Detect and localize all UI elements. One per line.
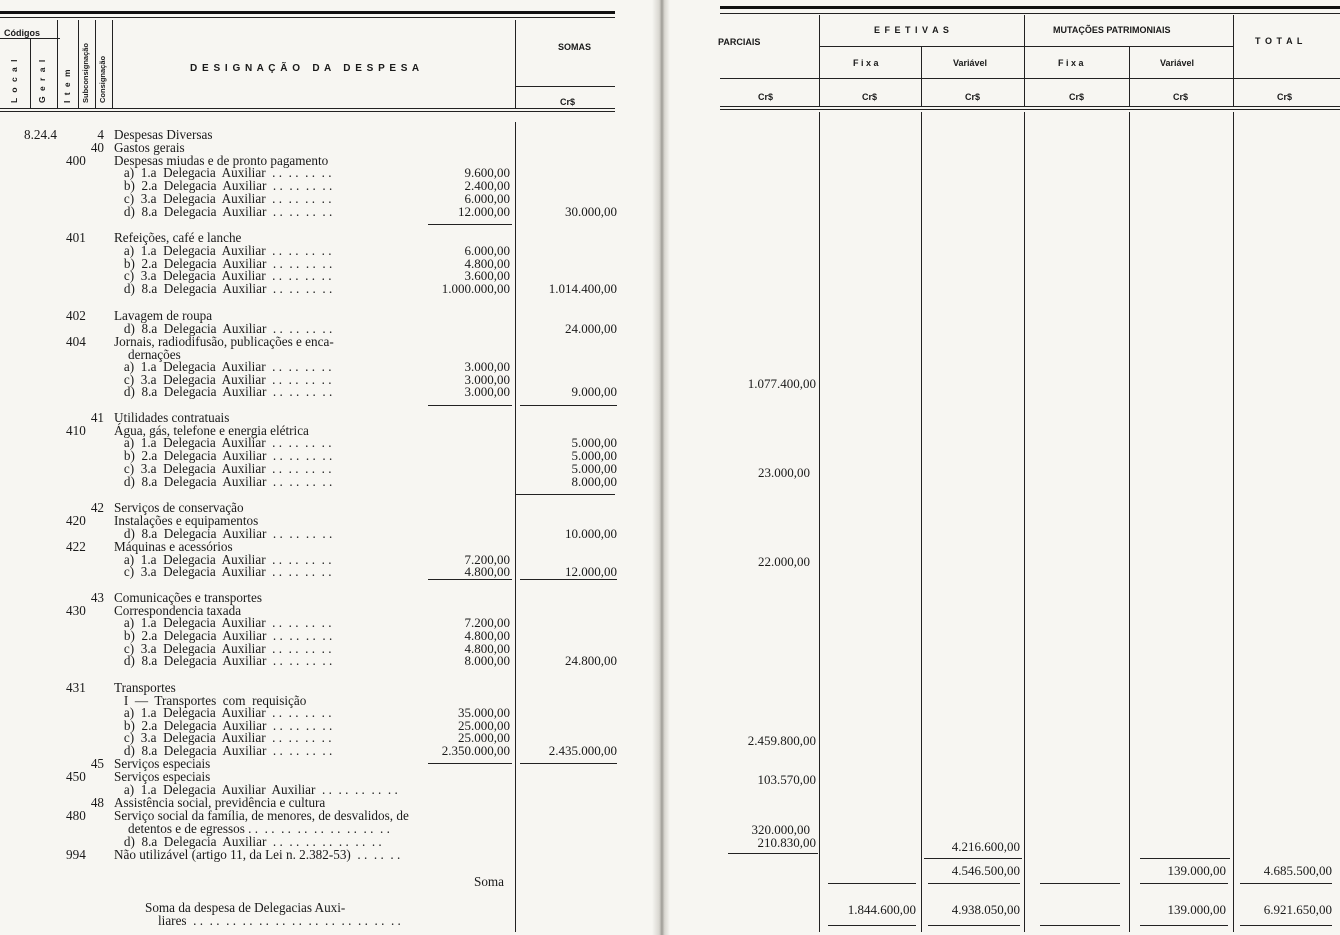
- line-code: 402: [66, 308, 86, 323]
- soma-label: Soma: [474, 874, 505, 889]
- line-soma: 2.435.000,00: [548, 743, 617, 758]
- line-text: c) 3.a Delegacia Auxiliar . . . . . . . .: [114, 564, 332, 579]
- subtotal-rule: [520, 763, 617, 764]
- line-text: a) 1.a Delegacia Auxiliar . . . . . . . .: [114, 165, 332, 180]
- line-amount: 25.000,00: [458, 718, 510, 733]
- line-amount: 4.800,00: [464, 628, 510, 643]
- currency-label: Cr$: [965, 92, 981, 102]
- line-text: c) 3.a Delegacia Auxiliar . . . . . . . .: [114, 191, 332, 206]
- line-text: Não utilizável (artigo 11, da Lei n. 2.382-53) . . . . . .: [114, 847, 401, 862]
- line-text: a) 1.a Delegacia Auxiliar Auxiliar . . . . . . . . . .: [114, 782, 398, 797]
- final-rule: [1240, 925, 1332, 926]
- line-text: a) 1.a Delegacia Auxiliar . . . . . . . .: [114, 615, 332, 630]
- top-rule: [0, 11, 615, 14]
- line-code: 420: [66, 513, 86, 528]
- line-text: d) 8.a Delegacia Auxiliar . . . . . . . .: [114, 474, 333, 489]
- line-soma: 5.000,00: [571, 448, 617, 463]
- line-text: c) 3.a Delegacia Auxiliar . . . . . . . .: [114, 461, 332, 476]
- col-divider: [819, 15, 820, 107]
- line-code: 994: [66, 847, 86, 862]
- line-subcode: 40: [90, 140, 104, 155]
- col-divider: [30, 38, 31, 108]
- line-amount: 7.200,00: [464, 615, 510, 630]
- line-text: Correspondencia taxada: [114, 603, 242, 618]
- subtotal-rule: [1240, 883, 1332, 884]
- line-code: 431: [66, 680, 86, 695]
- line-text: Jornais, radiodifusão, publicações e enca-: [114, 334, 334, 349]
- currency-label: Cr$: [758, 92, 774, 102]
- subheader-rule: [819, 46, 1233, 47]
- line-text: I — Transportes com requisição: [114, 693, 307, 708]
- line-amount: 12.000,00: [458, 204, 510, 219]
- col-divider: [1024, 112, 1025, 932]
- line-code: 450: [66, 769, 86, 784]
- col-divider: [78, 20, 79, 108]
- line-text: a) 1.a Delegacia Auxiliar . . . . . . . .: [114, 552, 332, 567]
- subtotal-rule: [728, 853, 818, 854]
- line-amount: 1.000.000,00: [441, 281, 510, 296]
- line-code: 404: [66, 334, 86, 349]
- col-divider: [1129, 112, 1130, 932]
- line-text: Instalações e equipamentos: [114, 513, 259, 528]
- line-text: d) 8.a Delegacia Auxiliar . . . . . . . .: [114, 653, 333, 668]
- variavel-label-2: Variável: [1160, 58, 1195, 68]
- line-amount: 3.000,00: [464, 384, 510, 399]
- parciais-label: PARCIAIS: [718, 37, 761, 47]
- efetivas-label: E F E T I V A S: [874, 25, 950, 35]
- line-text: Utilidades contratuais: [114, 410, 230, 425]
- line-text: d) 8.a Delegacia Auxiliar . . . . . . . .: [114, 743, 333, 758]
- line-subcode: 43: [90, 590, 104, 605]
- total-value: 4.685.500,00: [1263, 863, 1332, 878]
- currency-label: Cr$: [560, 97, 576, 107]
- line-text: a) 1.a Delegacia Auxiliar . . . . . . . .: [114, 359, 332, 374]
- parcial-value: 210.830,00: [757, 835, 816, 850]
- line-subcode: 41: [90, 410, 104, 425]
- line-soma: 9.000,00: [571, 384, 617, 399]
- final-rule: [1040, 925, 1120, 926]
- header-rule: [0, 108, 615, 109]
- line-subcode: 48: [90, 795, 104, 810]
- designacao-title: D E S I G N A Ç Ã O D A D E S P E S A: [190, 63, 421, 74]
- line-text: Serviços de conservação: [114, 500, 244, 515]
- line-amount: 4.800,00: [464, 564, 510, 579]
- line-text: b) 2.a Delegacia Auxiliar . . . . . . . .: [114, 178, 333, 193]
- line-soma: 30.000,00: [565, 204, 617, 219]
- line-text: Comunicações e transportes: [114, 590, 262, 605]
- variavel-value: 4.216.600,00: [951, 839, 1020, 854]
- line-soma: 10.000,00: [565, 526, 617, 541]
- mut-variavel-value: 139.000,00: [1167, 863, 1226, 878]
- line-text: Despesas miudas e de pronto pagamento: [114, 153, 329, 168]
- line-code: 422: [66, 539, 86, 554]
- col-geral: G e r a l: [37, 58, 47, 103]
- somas-rule: [515, 86, 615, 87]
- line-text: a) 1.a Delegacia Auxiliar . . . . . . . .: [114, 435, 332, 450]
- line-code: 430: [66, 603, 86, 618]
- line-text: Transportes: [114, 680, 176, 695]
- subtotal-rule: [1140, 858, 1230, 859]
- subtotal-rule: [428, 579, 512, 580]
- line-soma: 8.000,00: [571, 474, 617, 489]
- line-code: 480: [66, 808, 86, 823]
- line-text: b) 2.a Delegacia Auxiliar . . . . . . . .: [114, 628, 333, 643]
- subtotal-rule: [520, 405, 617, 406]
- mut-variavel-final-value: 139.000,00: [1167, 902, 1226, 917]
- variavel-label: Variável: [953, 58, 988, 68]
- somas-divider: [515, 122, 516, 932]
- line-text: d) 8.a Delegacia Auxiliar . . . . . . . .: [114, 204, 333, 219]
- line-text: d) 8.a Delegacia Auxiliar . . . . . . . .: [114, 526, 333, 541]
- soma-despesa-line1: Soma da despesa de Delegacias Auxi-: [145, 900, 346, 915]
- col-consignacao: Consignação: [98, 55, 107, 103]
- line-amount: 8.000,00: [464, 653, 510, 668]
- parcial-value: 22.000,00: [758, 554, 810, 569]
- col-divider: [1233, 112, 1234, 932]
- final-rule: [828, 925, 916, 926]
- currency-label: Cr$: [862, 92, 878, 102]
- line-text: b) 2.a Delegacia Auxiliar . . . . . . . .: [114, 256, 333, 271]
- header-rule-2: [0, 111, 615, 112]
- col-divider: [819, 112, 820, 932]
- line-soma: 5.000,00: [571, 461, 617, 476]
- line-text: Água, gás, telefone e energia elétrica: [114, 423, 309, 438]
- subtotal-rule: [428, 405, 512, 406]
- line-amount: 35.000,00: [458, 705, 510, 720]
- line-text: d) 8.a Delegacia Auxiliar . . . . . . . .: [114, 281, 333, 296]
- fixa-label: F i x a: [853, 58, 879, 68]
- col-item: I t e m: [62, 67, 72, 103]
- fixa-final-value: 1.844.600,00: [847, 902, 916, 917]
- final-rule: [1140, 925, 1228, 926]
- line-amount: 6.000,00: [464, 243, 510, 258]
- subtotal-rule: [520, 579, 617, 580]
- line-amount: 6.000,00: [464, 191, 510, 206]
- line-amount: 3.000,00: [464, 372, 510, 387]
- line-text: Refeições, café e lanche: [114, 230, 242, 245]
- parcial-value: 23.000,00: [758, 465, 810, 480]
- line-soma: 12.000,00: [565, 564, 617, 579]
- col-divider: [95, 20, 96, 108]
- soma-despesa-line2: liares . . . . . . . . . . . . . . . . . . . . . . . . . .: [158, 913, 401, 928]
- col-divider: [57, 20, 58, 108]
- col-divider: [1129, 46, 1130, 107]
- currency-label: Cr$: [1277, 92, 1293, 102]
- line-code: 8.24.4: [24, 127, 57, 142]
- line-text: Serviço social da família, de menores, de desvalidos, de: [114, 808, 409, 823]
- col-divider: [1024, 15, 1025, 107]
- subtotal-rule: [428, 763, 512, 764]
- line-text: c) 3.a Delegacia Auxiliar . . . . . . . .: [114, 730, 332, 745]
- line-text: Máquinas e acessórios: [114, 539, 233, 554]
- line-soma: 24.000,00: [565, 321, 617, 336]
- variavel-value: 4.546.500,00: [951, 863, 1020, 878]
- line-text: a) 1.a Delegacia Auxiliar . . . . . . . .: [114, 243, 332, 258]
- somas-label: SOMAS: [558, 42, 592, 52]
- line-text: b) 2.a Delegacia Auxiliar . . . . . . . .: [114, 718, 333, 733]
- line-soma: 5.000,00: [571, 435, 617, 450]
- line-text: Despesas Diversas: [114, 127, 213, 142]
- line-code: 410: [66, 423, 86, 438]
- line-subcode: 42: [90, 500, 104, 515]
- line-text: Gastos gerais: [114, 140, 185, 155]
- header-rule: [720, 106, 1340, 107]
- line-text: Serviços especiais: [114, 756, 211, 771]
- subtotal-rule: [924, 858, 1022, 859]
- col-divider: [515, 20, 516, 108]
- total-final-value: 6.921.650,00: [1263, 902, 1332, 917]
- line-amount: 3.000,00: [464, 359, 510, 374]
- header-rule-2: [720, 109, 1340, 110]
- line-amount: 3.600,00: [464, 268, 510, 283]
- line-text: d) 8.a Delegacia Auxiliar . . . . . . . .: [114, 384, 333, 399]
- parcial-value: 103.570,00: [757, 772, 816, 787]
- line-text: Lavagem de roupa: [114, 308, 213, 323]
- subtotal-rule: [428, 224, 512, 225]
- mutacoes-label: MUTAÇÕES PATRIMONIAIS: [1053, 25, 1171, 35]
- subtotal-rule: [1040, 883, 1120, 884]
- header-rule: [720, 78, 1340, 79]
- line-text: c) 3.a Delegacia Auxiliar . . . . . . . .: [114, 372, 332, 387]
- top-rule-thin: [720, 13, 1340, 14]
- line-subcode: 45: [90, 756, 104, 771]
- total-label: T O T A L: [1255, 36, 1304, 46]
- variavel-final-value: 4.938.050,00: [951, 902, 1020, 917]
- book-spine: [652, 0, 670, 935]
- col-local: L o c a l: [9, 58, 19, 103]
- line-amount: 9.600,00: [464, 165, 510, 180]
- line-subcode: 4: [97, 127, 104, 142]
- col-divider: [921, 112, 922, 932]
- col-divider: [112, 20, 113, 108]
- line-amount: 7.200,00: [464, 552, 510, 567]
- line-amount: 2.400,00: [464, 178, 510, 193]
- final-rule: [928, 925, 1020, 926]
- subtotal-rule: [928, 883, 1020, 884]
- line-text: d) 8.a Delegacia Auxiliar . . . . . . . .: [114, 321, 333, 336]
- line-text: b) 2.a Delegacia Auxiliar . . . . . . . .: [114, 448, 333, 463]
- line-text: dernações: [128, 347, 181, 362]
- line-amount: 4.800,00: [464, 256, 510, 271]
- currency-label: Cr$: [1173, 92, 1189, 102]
- line-soma: 1.014.400,00: [548, 281, 617, 296]
- line-code: 401: [66, 230, 86, 245]
- parcial-value: 2.459.800,00: [747, 733, 816, 748]
- subtotal-rule: [828, 883, 916, 884]
- col-subconsignacao: Subconsignação: [81, 42, 90, 103]
- line-text: c) 3.a Delegacia Auxiliar . . . . . . . .: [114, 641, 332, 656]
- line-amount: 25.000,00: [458, 730, 510, 745]
- line-amount: 2.350.000,00: [441, 743, 510, 758]
- subtotal-rule: [1140, 883, 1228, 884]
- line-code: 400: [66, 153, 86, 168]
- col-divider: [1233, 15, 1234, 107]
- codigos-label: Códigos: [4, 28, 40, 38]
- col-divider: [921, 46, 922, 107]
- top-rule-thin: [0, 17, 615, 18]
- line-text: Assistência social, previdência e cultura: [114, 795, 326, 810]
- parcial-value: 320.000,00: [751, 822, 810, 837]
- currency-label: Cr$: [1069, 92, 1085, 102]
- parcial-value: 1.077.400,00: [747, 376, 816, 391]
- subtotal-rule: [515, 494, 615, 495]
- top-rule: [720, 6, 1340, 9]
- line-text: a) 1.a Delegacia Auxiliar . . . . . . . .: [114, 705, 332, 720]
- line-text: c) 3.a Delegacia Auxiliar . . . . . . . .: [114, 268, 332, 283]
- line-amount: 4.800,00: [464, 641, 510, 656]
- line-text: d) 8.a Delegacia Auxiliar . . . . . . . . . . . . . .: [114, 834, 382, 849]
- line-text: Serviços especiais: [114, 769, 211, 784]
- fixa-label-2: F i x a: [1058, 58, 1084, 68]
- line-text: detentos e de egressos . . . . . . . . . . . . . . . . . .: [128, 821, 390, 836]
- line-soma: 24.800,00: [565, 653, 617, 668]
